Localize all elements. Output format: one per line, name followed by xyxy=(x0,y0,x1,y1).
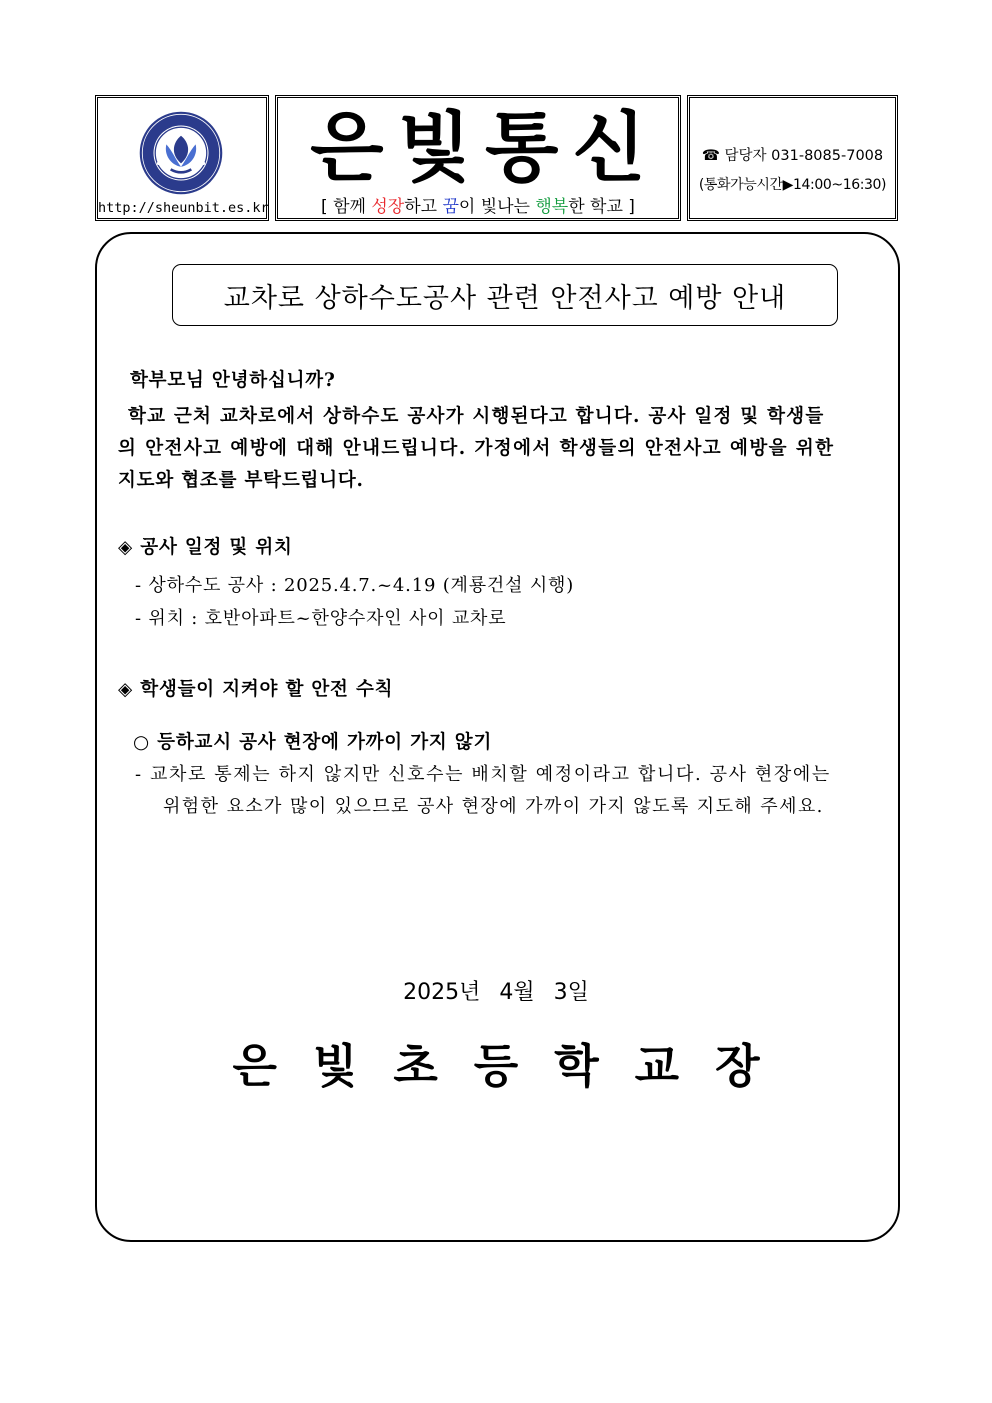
motto-part: 한 학교 ] xyxy=(568,197,635,217)
rule-detail: - 교차로 통제는 하지 않지만 신호수는 배치할 예정이라고 합니다. 공사 현장에는 xyxy=(135,764,831,785)
motto-part: 하고 xyxy=(404,197,443,217)
intro-line: 학교 근처 교차로에서 상하수도 공사가 시행된다고 합니다. 공사 일정 및 학생들 xyxy=(128,406,825,427)
section-heading-rules: ◈ 학생들이 지켜야 할 안전 수칙 xyxy=(118,679,394,700)
motto-part: [ 함께 xyxy=(321,197,372,217)
intro-line: 의 안전사고 예방에 대해 안내드립니다. 가정에서 학생들의 안전사고 예방을 위한 xyxy=(118,438,835,459)
issue-date: 2025년 4월 3일 xyxy=(403,980,589,1005)
greeting: 학부모님 안녕하십니까? xyxy=(130,370,336,391)
contact-box xyxy=(687,95,898,221)
motto-growth: 성장 xyxy=(371,197,405,217)
contact-hours: (통화가능시간▶14:00~16:30) xyxy=(698,177,887,193)
section-heading-schedule: ◈ 공사 일정 및 위치 xyxy=(118,537,293,558)
motto-happiness: 행복 xyxy=(535,197,569,217)
signer-principal: 은빛초등학교장 xyxy=(232,1039,796,1093)
intro-line: 지도와 협조를 부탁드립니다. xyxy=(118,470,364,491)
motto-part: 이 빛나는 xyxy=(458,197,536,217)
masthead-title: 은빛통신 xyxy=(310,103,660,192)
school-motto xyxy=(278,192,678,217)
rule-detail: 위험한 요소가 많이 있으므로 공사 현장에 가까이 가지 않도록 지도해 주세요. xyxy=(163,796,824,817)
school-logo-box xyxy=(95,95,269,221)
schedule-item: - 위치 : 호반아파트~한양수자인 사이 교차로 xyxy=(135,608,507,629)
contact-phone: ☎ 담당자 031-8085-7008 xyxy=(701,148,884,164)
notice-title: 교차로 상하수도공사 관련 안전사고 예방 안내 xyxy=(172,264,838,326)
newsletter-title-box xyxy=(275,95,681,221)
rule-heading: ○ 등하교시 공사 현장에 가까이 가지 않기 xyxy=(133,732,493,753)
schedule-item: - 상하수도 공사 : 2025.4.7.~4.19 (계룡건설 시행) xyxy=(135,575,575,596)
school-seal-icon xyxy=(138,110,224,196)
school-url-link[interactable]: http://sheunbit.es.kr xyxy=(98,200,269,216)
motto-dream: 꿈 xyxy=(442,197,459,217)
